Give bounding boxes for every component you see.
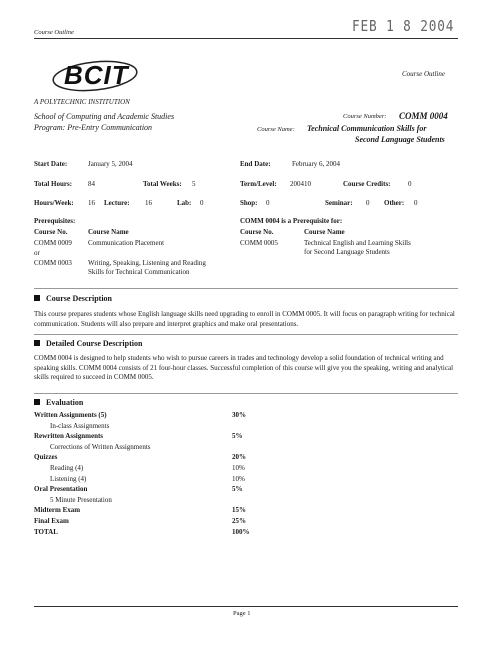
evaluation-row [34, 422, 274, 433]
evaluation-item-label: Listening (4) [50, 474, 87, 483]
evaluation-item-value: 5% [232, 485, 243, 494]
evaluation-heading-text: Evaluation [46, 398, 84, 407]
evaluation-item-label: Corrections of Written Assignments [50, 442, 151, 451]
other: 0 [414, 199, 418, 207]
hours-week-label: Hours/Week: [34, 199, 74, 207]
evaluation-item-label: In-class Assignments [50, 421, 110, 430]
lecture: 16 [145, 199, 152, 207]
evaluation-item-label: Quizzes [34, 453, 58, 462]
received-stamp: FEB 1 8 2004 [352, 17, 455, 35]
total-hours: 84 [88, 180, 95, 188]
course-number-label: Course Number: [343, 113, 387, 120]
evaluation-item-label: TOTAL [34, 527, 58, 536]
evaluation-row [34, 464, 274, 475]
lab: 0 [200, 199, 204, 207]
evaluation-item-label: Oral Presentation [34, 485, 88, 494]
total-hours-label: Total Hours: [34, 180, 73, 188]
evaluation-table [34, 411, 274, 538]
evaluation-item-label: Final Exam [34, 516, 69, 525]
shop: 0 [266, 199, 270, 207]
total-weeks-label: Total Weeks: [143, 180, 182, 188]
footer-rule [34, 606, 458, 607]
prereq-for-row1-no: COMM 0005 [240, 239, 278, 247]
lab-label: Lab: [177, 199, 192, 207]
evaluation-row [34, 443, 274, 454]
evaluation-item-label: Reading (4) [50, 463, 84, 472]
section-rule [34, 334, 458, 335]
prereq-row2-no: COMM 0003 [34, 259, 72, 267]
evaluation-item-value: 5% [232, 432, 243, 441]
evaluation-row [34, 432, 274, 443]
evaluation-row [34, 517, 274, 528]
other-label: Other: [384, 199, 405, 207]
evaluation-item-value: 30% [232, 411, 246, 419]
evaluation-item-value: 100% [232, 527, 250, 536]
evaluation-item-value: 25% [232, 516, 246, 525]
evaluation-row [34, 496, 274, 507]
logo-tagline: A POLYTECHNIC INSTITUTION [34, 98, 130, 106]
prereq-for-row1-name-1: Technical English and Learning Skills [304, 239, 411, 247]
header-rule [34, 38, 458, 39]
credits-label: Course Credits: [343, 180, 391, 188]
course-description-text: This course prepares students whose English language skills need upgrading to enroll in COMM 0005. It will focus on paragraph writing for technical communication. Students will also prepare and interpret graphics and make oral presentations. [34, 310, 455, 328]
course-name-label: Course Name: [257, 126, 295, 133]
logo-text: BCIT [64, 60, 129, 90]
evaluation-row [34, 528, 274, 539]
prereq-for-col-name: Course Name [304, 228, 345, 236]
evaluation-heading [34, 398, 83, 407]
detailed-description-heading-text: Detailed Course Description [46, 339, 143, 348]
total-weeks: 5 [192, 180, 196, 188]
evaluation-item-value: 10% [232, 463, 245, 472]
bullet-square-icon [34, 295, 40, 301]
evaluation-row [34, 506, 274, 517]
course-description-heading-text: Course Description [46, 294, 112, 303]
prereq-col-no: Course No. [34, 228, 68, 236]
header-label: Course Outline [34, 29, 74, 36]
prereq-for-row1-name-2: for Second Language Students [304, 248, 390, 256]
start-date: January 5, 2004 [88, 160, 133, 168]
evaluation-row [34, 411, 274, 422]
evaluation-row [34, 475, 274, 486]
course-description-heading [34, 294, 112, 303]
prereq-row2-name-1: Writing, Speaking, Listening and Reading [88, 259, 206, 267]
term-label: Term/Level: [240, 180, 277, 188]
prereq-row2-name-2: Skills for Technical Communication [88, 268, 190, 276]
evaluation-item-label: Written Assignments (5) [34, 411, 107, 419]
detailed-description-text: COMM 0004 is designed to help students who wish to pursue careers in trades and technology develop a solid foundation of technical writing and speaking skills. COMM 0004 consists of 21 four-hour classes. Successful completion of this course will give you the speaking, writing and analytical skills required to succeed in COMM 0005. [34, 354, 454, 381]
prereq-col-name: Course Name [88, 228, 129, 236]
lecture-label: Lecture: [104, 199, 130, 207]
end-date: February 6, 2004 [292, 160, 341, 168]
bcit-logo [50, 58, 140, 94]
doc-type-label: Course Outline [402, 70, 445, 78]
shop-label: Shop: [240, 199, 258, 207]
evaluation-item-value: 10% [232, 474, 245, 483]
course-name-line2: Second Language Students [355, 135, 445, 144]
seminar-label: Seminar: [325, 199, 353, 207]
course-name-line1: Technical Communication Skills for [307, 124, 427, 133]
bullet-square-icon [34, 340, 40, 346]
prereq-row1-name: Communication Placement [88, 239, 165, 247]
credits: 0 [408, 180, 412, 188]
end-date-label: End Date: [240, 160, 271, 168]
program-name: Program: Pre-Entry Communication [34, 123, 153, 132]
page-number: Page 1 [233, 610, 251, 617]
school-name: School of Computing and Academic Studies [34, 112, 175, 121]
section-rule [34, 288, 458, 289]
evaluation-item-label: Midterm Exam [34, 506, 81, 515]
prereq-for-title: COMM 0004 is a Prerequisite for: [240, 217, 343, 225]
prereq-or: or [34, 249, 40, 257]
seminar: 0 [366, 199, 370, 207]
prereq-row1-no: COMM 0009 [34, 239, 72, 247]
course-number: COMM 0004 [399, 111, 448, 121]
bullet-square-icon [34, 399, 40, 405]
evaluation-item-label: Rewritten Assignments [34, 432, 104, 441]
start-date-label: Start Date: [34, 160, 68, 168]
hours-week: 16 [88, 199, 95, 207]
evaluation-row [34, 485, 274, 496]
section-rule [34, 393, 458, 394]
evaluation-row [34, 453, 274, 464]
prereq-for-col-no: Course No. [240, 228, 274, 236]
prereq-title: Prerequisites: [34, 217, 76, 225]
detailed-description-heading [34, 339, 142, 348]
evaluation-item-label: 5 Minute Presentation [50, 495, 112, 504]
term: 200410 [290, 180, 311, 188]
evaluation-item-value: 15% [232, 506, 246, 515]
evaluation-item-value: 20% [232, 453, 246, 462]
